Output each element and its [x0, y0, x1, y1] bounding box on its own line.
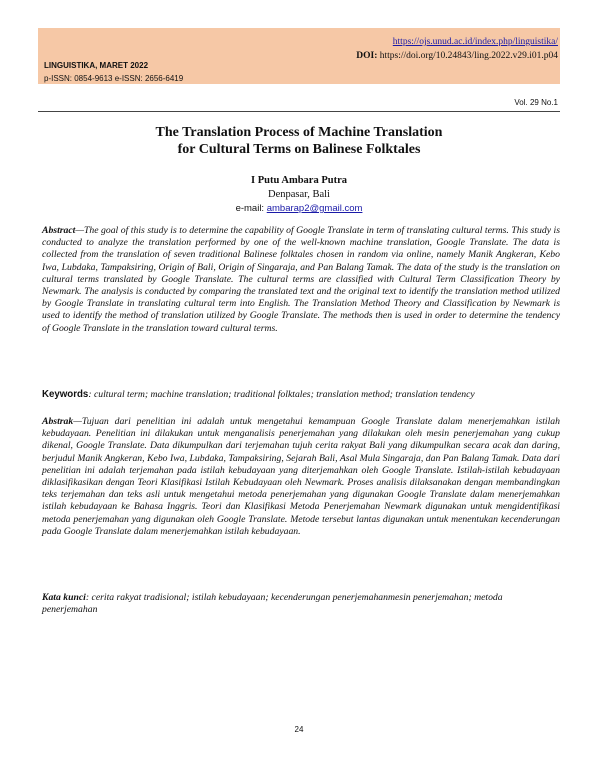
doi-label: DOI:	[356, 51, 378, 61]
journal-url-link[interactable]: https://ojs.unud.ac.id/index.php/linguistika/	[392, 37, 558, 47]
journal-name: LINGUISTIKA, MARET 2022	[44, 61, 149, 70]
kata-kunci-text: : cerita rakyat tradisional; istilah kebudayaan; kecenderungan penerjemahanmesin penerjemahan; metoda penerjemahan	[42, 592, 503, 616]
kata-kunci-line	[42, 592, 560, 616]
kata-kunci-label: Kata kunci	[42, 592, 86, 603]
keywords-line	[42, 389, 560, 401]
page-number: 24	[294, 725, 304, 734]
volume-label: Vol. 29 No.1	[514, 98, 558, 107]
paper-title-line-2: for Cultural Terms on Balinese Folktales	[177, 142, 421, 157]
doi-line	[356, 51, 558, 61]
keywords-label: Keywords	[42, 389, 89, 400]
header-divider	[38, 111, 560, 112]
abstract-label: Abstract	[42, 225, 76, 236]
abstrak-paragraph	[42, 416, 560, 538]
doi-value: https://doi.org/10.24843/ling.2022.v29.i01.p04	[379, 51, 558, 61]
author-affiliation: Denpasar, Bali	[268, 189, 330, 200]
author-email-line	[38, 203, 560, 214]
author-email-link[interactable]: ambarap2@gmail.com	[266, 203, 363, 214]
abstrak-text: —Tujuan dari penelitian ini adalah untuk mengetahui kemampuan Google Translate dalam menerjemahkan istilah kebudayaan. Penelitian ini dilakukan untuk menganalisis penerjemahan yang dilakukan oleh mesin penerjemahan yang cukup dikenal, Google Translate. Data dikumpulkan dari terjemahan tujuh cerita rakyat Bali yang dikumpulkan secara acak dan daring, berjudul Manik Angkeran, Kebo Iwa, Lubdaka, Tampaksiring, Sejarah Bali, Asal Mula Singaraja, dan Pan Balang Tamak. Data dari penelitian ini adalah terjemahan pada istilah kebudayaan yang diterjemahkan oleh Google Translate. Istilah-istilah kebudayaan diklasifikasikan dengan Teori Klasifikasi Istilah Kebudayaan oleh Newmark. Proses analisis dilaksanakan dengan membandingkan teks terjemahan dan teks asli untuk mengetahui metoda penerjemahan yang digunakan Google Translate dalam menerjemahkan istilah kebudayaan ke Bahasa Inggris. Teori dan Klasifikasi Metoda Penerjemahan Newmark digunakan untuk mengidentifikasi metoda penerjemahan yang digunakan oleh Google Translate. Metode tersebut lantas digunakan untuk menentukan kecenderungan pada Google Translate dalam menerjemahkan istilah kebudayaan.	[42, 416, 560, 537]
author-name: I Putu Ambara Putra	[251, 175, 347, 186]
abstract-text: —The goal of this study is to determine the capability of Google Translate in term of translating cultural terms. This study is conducted to analyze the translation performed by one of the well-known machine translation, Google Translate. The data is collected from the translation of seven traditional Balinese folktales chosen in random via online, namely Manik Angkeran, Kebo Iwa, Lubdaka, Tampaksiring, Origin of Bali, Origin of Singaraja, and Pan Balang Tamak. The data of the study is the translation on cultural terms translated by Google Translate. The cultural terms are classified with Cultural Term Classification Theory by Newmark. The analysis is conducted by comparing the translated text and the original text to identify the translation method utilized by Google Translate in translating cultural term into English. The Translation Method Theory and Classification by Newmark is used to identify the method of translation utilized by Google Translate. The methods then is used in order to determine the tendency of Google Translate in the translation toward cultural terms.	[42, 225, 560, 334]
issn-line: p-ISSN: 0854-9613 e-ISSN: 2656-6419	[44, 74, 184, 83]
email-label: e-mail:	[235, 203, 265, 214]
keywords-text: : cultural term; machine translation; traditional folktales; translation method; translation tendency	[88, 389, 475, 400]
abstract-paragraph	[42, 225, 560, 335]
abstrak-label: Abstrak	[42, 416, 74, 427]
paper-title-line-1: The Translation Process of Machine Translation	[155, 125, 443, 140]
